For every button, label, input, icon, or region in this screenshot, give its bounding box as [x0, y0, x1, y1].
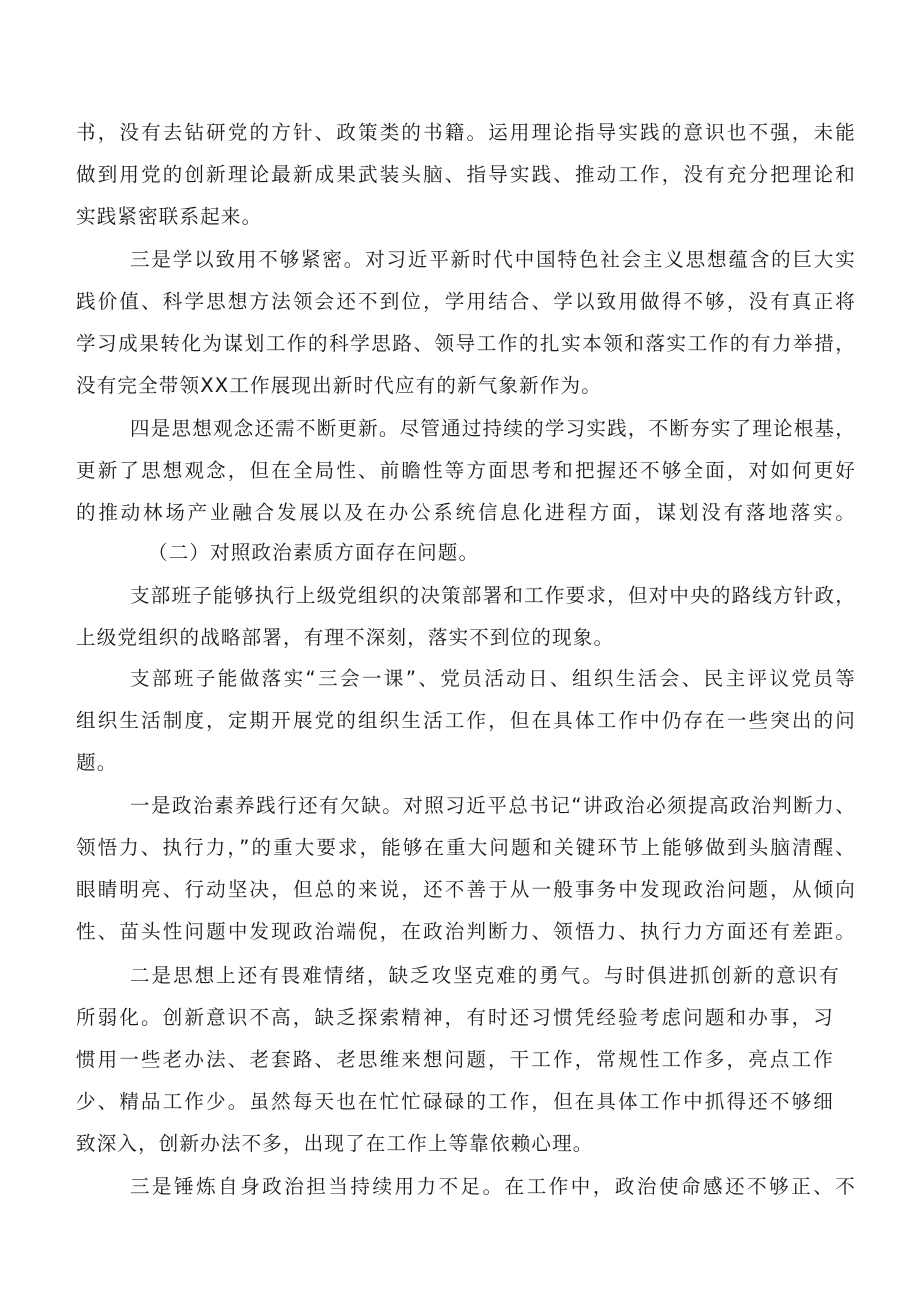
- text-line: 眼睛明亮、行动坚决，但总的来说，还不善于从一般事务中发现政治问题，从倾向: [76, 878, 856, 901]
- text-line: 实践紧密联系起来。: [76, 205, 263, 228]
- text-line: 组织生活制度，定期开展党的组织生活工作，但在具体工作中仍存在一些突出的问: [76, 709, 856, 732]
- text-line: 更新了思想观念，但在全局性、前瞻性等方面思考和把握还不够全面，对如何更好: [76, 459, 856, 482]
- text-line: 所弱化。创新意识不高，缺乏探索精神，有时还习惯凭经验考虑问题和办事，习: [76, 1006, 834, 1029]
- section-heading-text: （二）对照政治素质方面存在问题。: [148, 541, 480, 564]
- text-line: 上级党组织的战略部署，有理不深刻，落实不到位的现象。: [76, 626, 615, 649]
- text-line: 性、苗头性问题中发现政治端倪，在政治判断力、领悟力、执行力方面还有差距。: [76, 920, 856, 943]
- text-line: 学习成果转化为谋划工作的科学思路、领导工作的扎实本领和落实工作的有力举措，: [76, 332, 856, 355]
- text-line: 支部班子能够执行上级党组织的决策部署和工作要求，但对中央的路线方针政，: [130, 584, 856, 607]
- text-line: 支部班子能做落实“三会一课”、党员活动日、组织生活会、民主评议党员等: [130, 667, 856, 690]
- text-line: 一是政治素养践行还有欠缺。对照习近平总书记“讲政治必须提高政治判断力、: [130, 794, 856, 817]
- text-line: 的推动林场产业融合发展以及在办公系统信息化进程方面，谋划没有落地落实。: [76, 501, 856, 524]
- text-line: 书，没有去钻研党的方针、政策类的书籍。运用理论指导实践的意识也不强，未能: [76, 121, 856, 144]
- text-line: 少、精品工作少。虽然每天也在忙忙碌碌的工作，但在具体工作中抓得还不够细: [76, 1090, 834, 1113]
- text-line: 三是锤炼自身政治担当持续用力不足。在工作中，政治使命感还不够正、不: [130, 1175, 856, 1198]
- text-line: 惯用一些老办法、老套路、老思维来想问题，干工作，常规性工作多，亮点工作: [76, 1048, 834, 1071]
- text-line: 践价值、科学思想方法领会还不到位，学用结合、学以致用做得不够，没有真正将: [76, 290, 856, 313]
- text-line: 致深入，创新办法不多，出现了在工作上等靠依赖心理。: [76, 1132, 594, 1155]
- text-line: 三是学以致用不够紧密。对习近平新时代中国特色社会主义思想蕴含的巨大实: [130, 248, 856, 271]
- text-line: 没有完全带领XX工作展现出新时代应有的新气象新作为。: [76, 374, 602, 397]
- text-line: 做到用党的创新理论最新成果武装头脑、指导实践、推动工作，没有充分把理论和: [76, 163, 856, 186]
- text-line: 二是思想上还有畏难情绪，缺乏攻坚克难的勇气。与时俱进抓创新的意识有: [130, 964, 840, 987]
- text-line: 领悟力、执行力，”的重大要求，能够在重大问题和关键环节上能够做到头脑清醒、: [76, 836, 856, 859]
- text-line: 题。: [76, 751, 118, 774]
- text-line: 四是思想观念还需不断更新。尽管通过持续的学习实践，不断夯实了理论根基，: [130, 417, 856, 440]
